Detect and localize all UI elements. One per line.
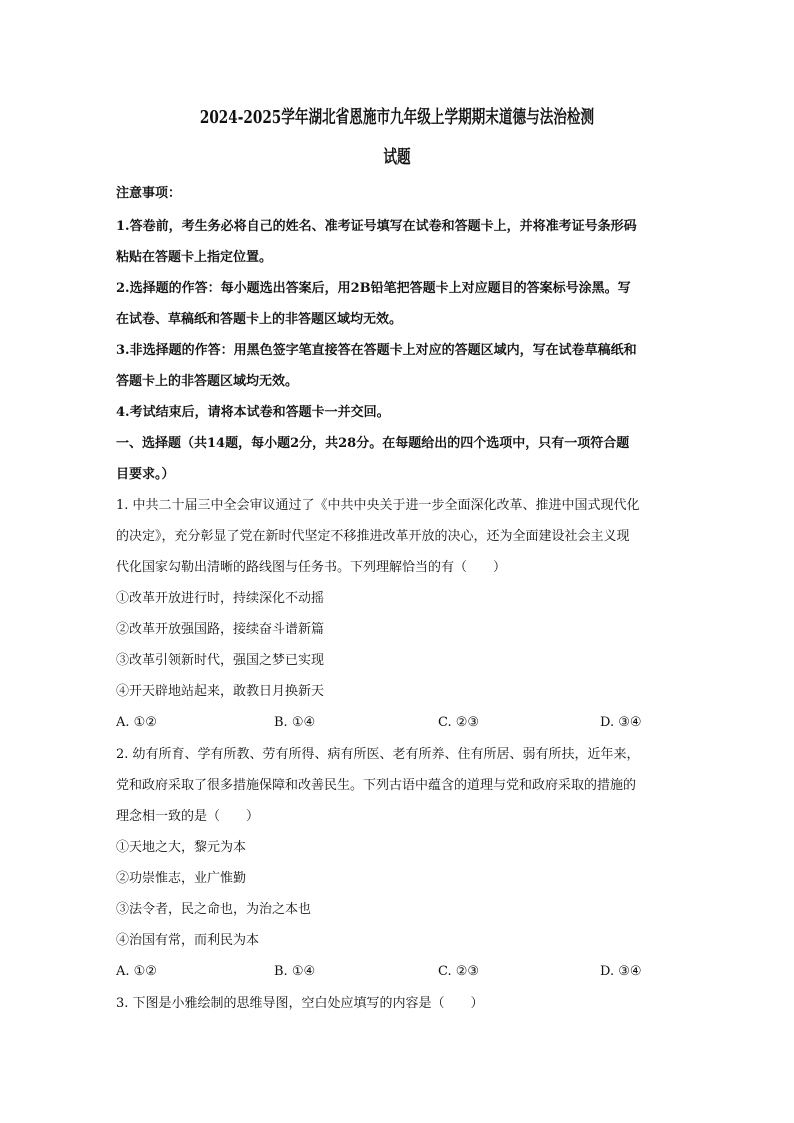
question-1-stem: 的决定》，充分彰显了党在新时代坚定不移推进改革开放的决心，还为全面建设社会主义现 (116, 529, 630, 544)
question-2-option-a: A. ①② (116, 964, 157, 979)
notice-line: 3.非选择题的作答：用黑色签字笔直接答在答题卡上对应的答题区域内，写在试卷草稿纸和 (116, 343, 637, 358)
question-1-option-a: A. ①② (116, 715, 157, 730)
question-1-item: ③改革引领新时代，强国之梦已实现 (116, 653, 325, 668)
notice-line: 2.选择题的作答：每小题选出答案后，用2B铅笔把答题卡上对应题目的答案标号涂黑。写 (116, 281, 631, 296)
question-2-option-c: C. ②③ (438, 964, 480, 979)
section-heading: 一、选择题（共14题，每小题2分，共28分。在每题给出的四个选项中，只有一项符合题 (116, 436, 630, 451)
exam-title-line2: 试题 (383, 147, 411, 168)
question-2-stem: 2. 幼有所育、学有所教、劳有所得、病有所医、老有所养、住有所居、弱有所扶，近年来， (116, 747, 640, 762)
notice-line: 在试卷、草稿纸和答题卡上的非答题区域均无效。 (116, 312, 403, 327)
exam-title-line1: 2024-2025学年湖北省恩施市九年级上学期期末道德与法治检测 (199, 107, 595, 128)
notice-line: 4.考试结束后，请将本试卷和答题卡一并交回。 (116, 405, 390, 420)
notice-heading: 注意事项： (116, 186, 182, 201)
question-1-option-b: B. ①④ (274, 715, 316, 730)
question-2-item: ②功崇惟志，业广惟勤 (116, 871, 247, 886)
question-3-stem: 3. 下图是小雅绘制的思维导图，空白处应填写的内容是（ ） (116, 996, 484, 1011)
question-1-item: ①改革开放进行时，持续深化不动摇 (116, 591, 325, 606)
question-1-item: ④开天辟地站起来，敢教日月换新天 (116, 684, 325, 699)
question-1-stem: 代化国家勾勒出清晰的路线图与任务书。下列理解恰当的有（ ） (116, 560, 507, 575)
notice-line: 答题卡上的非答题区域均无效。 (116, 374, 299, 389)
question-1-option-d: D. ③④ (600, 715, 642, 730)
question-2-item: ③法令者，民之命也，为治之本也 (116, 902, 312, 917)
question-1-option-c: C. ②③ (438, 715, 480, 730)
question-2-item: ①天地之大，黎元为本 (116, 840, 247, 855)
notice-line: 1.答卷前，考生务必将自己的姓名、准考证号填写在试卷和答题卡上，并将准考证号条形码 (116, 219, 637, 234)
question-2-option-b: B. ①④ (274, 964, 316, 979)
section-heading: 目要求。） (116, 467, 175, 482)
question-1-stem: 1. 中共二十届三中全会审议通过了《中共中央关于进一步全面深化改革、推进中国式现代化 (116, 498, 640, 513)
notice-line: 粘贴在答题卡上指定位置。 (116, 250, 273, 265)
question-2-item: ④治国有常，而利民为本 (116, 933, 260, 948)
question-2-option-d: D. ③④ (600, 964, 642, 979)
question-2-stem: 理念相一致的是（ ） (116, 809, 260, 824)
question-2-stem: 党和政府采取了很多措施保障和改善民生。下列古语中蕴含的道理与党和政府采取的措施的 (116, 778, 637, 793)
question-1-item: ②改革开放强国路，接续奋斗谱新篇 (116, 622, 325, 637)
